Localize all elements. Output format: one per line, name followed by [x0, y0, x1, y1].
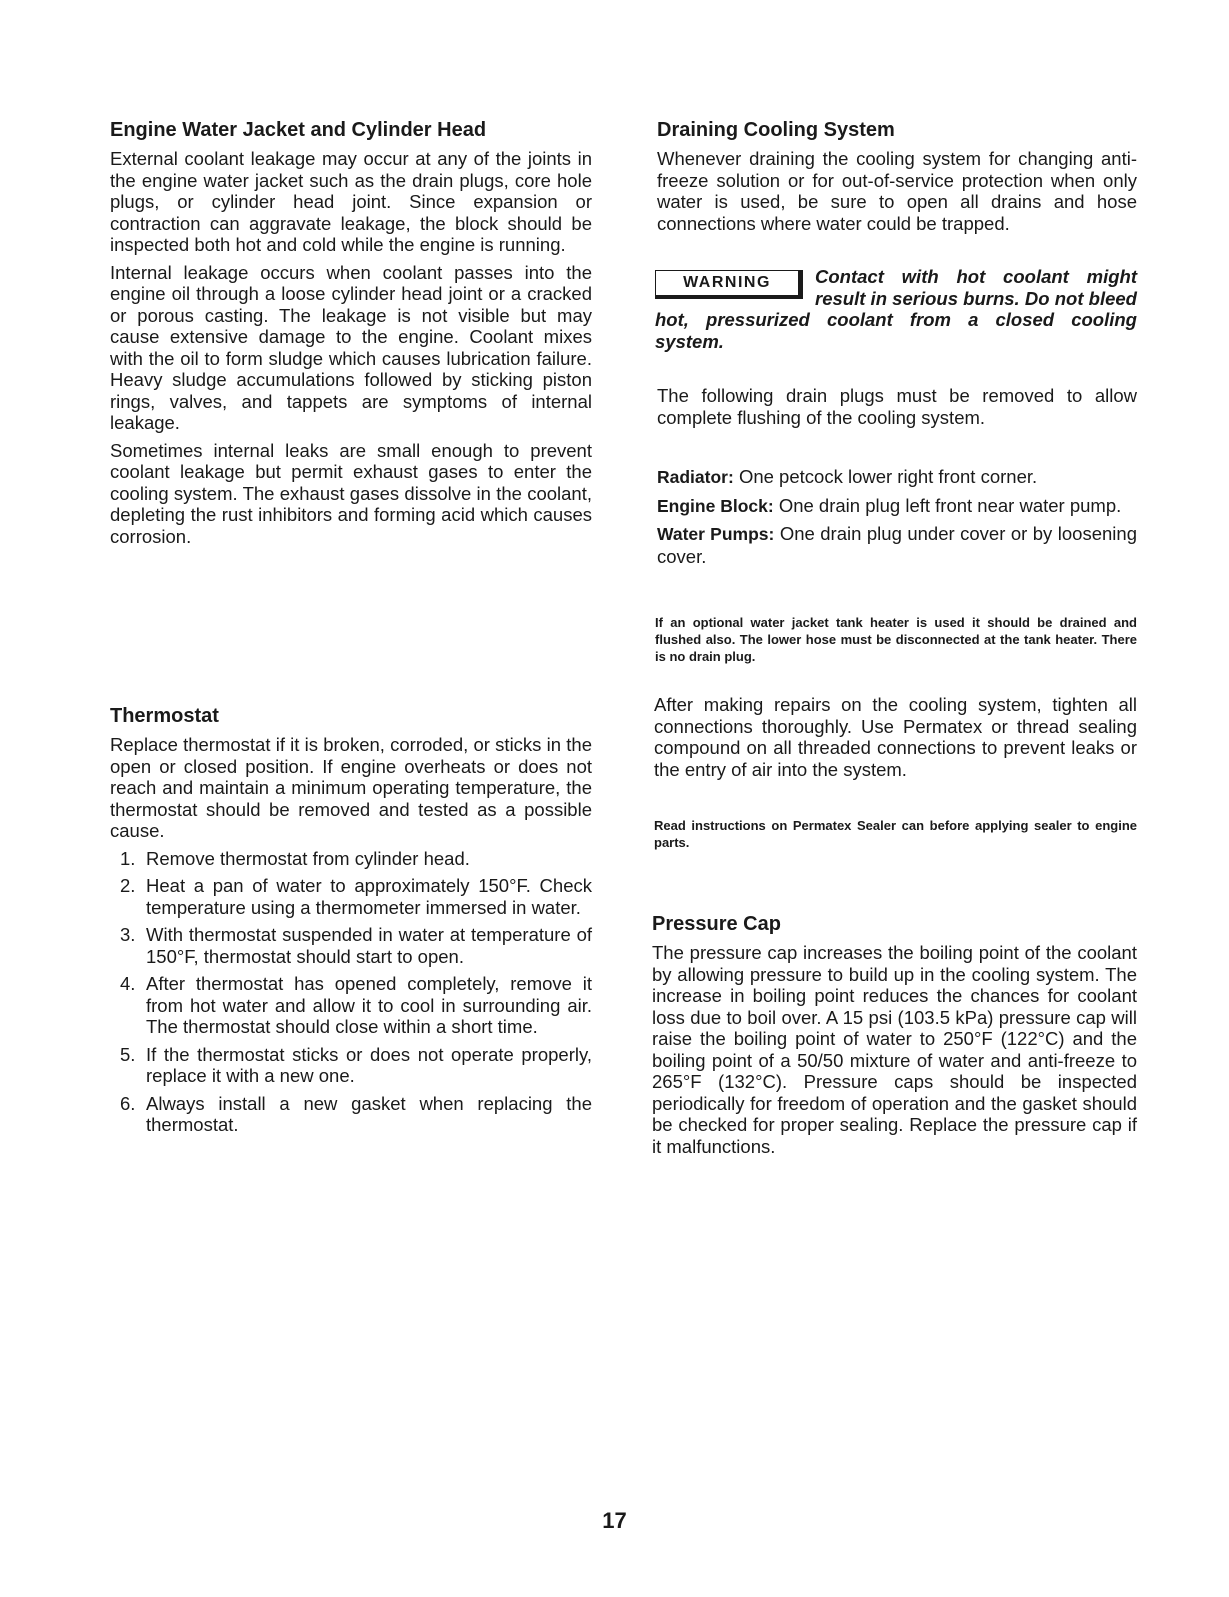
drain-locations [657, 466, 1137, 573]
warning-block [655, 266, 1137, 352]
list-item: 1. Remove thermostat from cylinder head. [120, 847, 470, 869]
note: If an optional water jacket tank heater is used it should be drained and flushed also. The lower hose must be disconnected at the tank heater. There is no drain plug. [655, 615, 1137, 664]
paragraph: Replace thermostat if it is broken, corroded, or sticks in the open or closed position. If engine overheats or does not reach and maintain a minimum operating temperature, the thermostat should be removed and tested as a possible cause. [110, 734, 592, 841]
warning-text: Contact with hot coolant might result in serious burns. Do not bleed hot, pressurized coolant from a closed cooling system. [655, 266, 1137, 352]
paragraph: Whenever draining the cooling system for changing anti-freeze solution or for out-of-service protection when only water is used, be sure to open all drains and hose connections where water could be trapped. [657, 148, 1137, 234]
section-title: Thermostat [110, 705, 219, 727]
warning-label: WARNING [655, 270, 803, 299]
drain-water-pumps: Water Pumps: One drain plug under cover or by loosening cover. [657, 523, 1137, 567]
section-draining [657, 118, 1137, 240]
paragraph: Sometimes internal leaks are small enough to prevent coolant leakage but permit exhaust gases to enter the cooling system. The exhaust gases dissolve in the coolant, depleting the rust inhibitors and forming acid which causes corrosion. [110, 439, 592, 547]
section-title: Engine Water Jacket and Cylinder Head [110, 119, 487, 141]
list-item: 4. After thermostat has opened completely, remove it from hot water and allow it to cool in surrounding air. The thermostat should close within a short time. [120, 973, 592, 1037]
section-thermostat [110, 704, 592, 1142]
drain-engine-block: Engine Block: One drain plug left front near water pump. [657, 494, 1122, 516]
section-title: Draining Cooling System [657, 119, 895, 141]
repairs-paragraph [654, 694, 1137, 786]
note: Read instructions on Permatex Sealer can before applying sealer to engine parts. [654, 818, 1137, 850]
thermostat-steps [110, 848, 592, 1136]
section-title: Pressure Cap [652, 913, 781, 935]
list-item: 6. Always install a new gasket when replacing the thermostat. [120, 1092, 592, 1135]
list-item: 5. If the thermostat sticks or does not operate properly, replace it with a new one. [120, 1043, 592, 1086]
list-item: 2. Heat a pan of water to approximately 150°F. Check temperature using a thermometer immersed in water. [120, 875, 592, 918]
section-water-jacket [110, 118, 592, 553]
section-pressure-cap [652, 912, 1137, 1163]
paragraph: Internal leakage occurs when coolant passes into the engine oil through a loose cylinder head joint or a cracked or porous casting. The leakage is not visible but may cause extensive damage to the engine. Coolant mixes with the oil to form sludge which causes lubrication failure. Heavy sludge accumulations followed by sticking piston rings, valves, and tappets are symptoms of internal leakage. [110, 261, 592, 433]
paragraph: The pressure cap increases the boiling point of the coolant by allowing pressure to build up in the cooling system. The increase in boiling point reduces the chances for coolant loss due to boil over. A 15 psi (103.5 kPa) pressure cap will raise the boiling point of water to 250°F (122°C) and the boiling point of a 50/50 mixture of water and anti-freeze to 265°F (132°C). Pressure caps should be inspected periodically for freedom of operation and the gasket should be checked for proper sealing. Replace the pressure cap if it malfunctions. [652, 942, 1137, 1157]
tank-heater-note [655, 614, 1137, 665]
warning-notice [655, 266, 1137, 352]
paragraph: The following drain plugs must be removed to allow complete flushing of the cooling system. [657, 385, 1137, 428]
drain-plugs [657, 385, 1137, 434]
permatex-note [654, 817, 1137, 851]
paragraph: After making repairs on the cooling system, tighten all connections thoroughly. Use Permatex or thread sealing compound on all threaded connections to prevent leaks or the entry of air into the system. [654, 694, 1137, 780]
drain-radiator: Radiator: One petcock lower right front corner. [657, 466, 1038, 487]
page-number: 17 [602, 1508, 627, 1533]
list-item: 3. With thermostat suspended in water at temperature of 150°F, thermostat should start to open. [120, 924, 592, 967]
paragraph: External coolant leakage may occur at any of the joints in the engine water jacket such as the drain plugs, core hole plugs, or cylinder head joint. Since expansion or contraction can aggravate leakage, the block should be inspected both hot and cold while the engine is running. [110, 148, 592, 255]
